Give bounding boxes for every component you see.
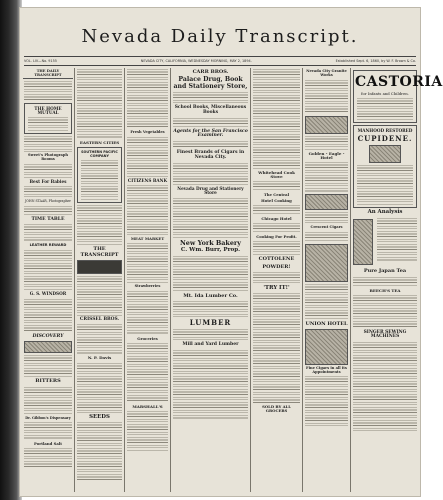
- text-block: [357, 98, 413, 120]
- column-4: [171, 68, 250, 492]
- column-2: [75, 68, 124, 492]
- ad-heading: C. Wm. Burr, Prop.: [180, 247, 241, 254]
- column-1: [22, 68, 74, 492]
- text-block: [127, 185, 168, 235]
- ad-heading: Hotel Cooking: [261, 198, 292, 204]
- ad-heading: School Books, Miscellaneous Books: [174, 105, 247, 115]
- ad-heading: Fresh Vegetables: [130, 130, 165, 134]
- ad-heading: Best For Babies: [29, 178, 67, 184]
- text-block: [253, 293, 300, 403]
- text-block: [173, 329, 248, 341]
- column-3: [125, 68, 170, 492]
- illustration: [305, 194, 348, 210]
- ad-dark-banner: [77, 260, 122, 274]
- text-block: [173, 141, 248, 149]
- masthead-title: Nevada Daily Transcript.: [81, 26, 359, 47]
- ad-heading: Dr. Gibbon's Dispensary: [25, 415, 71, 420]
- text-block: [353, 277, 417, 287]
- ad-heading: Pure Japan Tea: [363, 268, 407, 275]
- text-block: [77, 69, 122, 139]
- column-5: [251, 68, 302, 492]
- ad-heading: Golden - Eagle - Hotel: [308, 150, 345, 160]
- ad-heading: Nevada City Granite Works: [306, 69, 347, 77]
- text-block: [28, 117, 68, 131]
- text-block: [24, 250, 72, 290]
- ad-heading: TIME TABLE: [31, 216, 65, 222]
- text-block: [24, 422, 72, 440]
- ad-heading: SEEDS: [89, 413, 110, 420]
- ad-heading: Fine Cigars in all its Appointments: [306, 365, 347, 374]
- ad-heading: An Analysis: [367, 208, 403, 215]
- ad-heading: The Central: [263, 192, 290, 198]
- ad-heading: Crescent Cigars: [310, 224, 343, 229]
- ad-heading: SOLD BY ALL GROCERS: [262, 404, 291, 414]
- text-block: [173, 301, 248, 317]
- text-block: [253, 241, 300, 255]
- ad-heading: DISCOVERY: [32, 333, 64, 339]
- text-block: [377, 218, 417, 262]
- dateline-date: NEVADA CITY, CALIFORNIA, WEDNESDAY MORNING, MAY 2, 1894.: [140, 59, 252, 63]
- text-block: [127, 291, 168, 335]
- text-block: [77, 422, 122, 482]
- column-7: [351, 68, 443, 492]
- text-block: [81, 160, 118, 200]
- text-block: [24, 186, 72, 198]
- text-block: [253, 205, 300, 215]
- ad-heading: POWDER!: [262, 263, 291, 270]
- text-block: [305, 162, 348, 192]
- ad-castoria: [353, 70, 443, 123]
- figure-illustration: [353, 219, 373, 265]
- dateline-bar: [24, 56, 416, 66]
- ad-subheading: for Infants and Children.: [361, 91, 409, 96]
- ad-heading: SOUTHERN PACIFIC COMPANY: [81, 150, 118, 158]
- text-block: [305, 284, 348, 320]
- ad-heading: CITIZENS BANK: [127, 177, 168, 183]
- ad-heading: N. P. Davis: [87, 355, 112, 361]
- ad-heading: Cooking For Profit.: [256, 234, 297, 240]
- analysis-block: [351, 217, 419, 267]
- ad-heading: Portland Salt: [33, 441, 63, 447]
- ad-heading: THE HOME MUTUAL: [34, 105, 62, 115]
- text-block: [127, 411, 168, 451]
- ad-cupidene: [353, 125, 417, 208]
- ad-home-mutual: [24, 103, 72, 135]
- text-block: [127, 343, 168, 403]
- text-block: [24, 136, 72, 152]
- text-block: [305, 136, 348, 150]
- text-block: [127, 137, 168, 177]
- text-block: [77, 363, 122, 413]
- text-block: [127, 69, 168, 129]
- text-block: [77, 324, 122, 354]
- text-block: [24, 81, 72, 101]
- text-block: [305, 212, 348, 224]
- text-block: [253, 272, 300, 284]
- column-6: [303, 68, 350, 492]
- text-block: [24, 448, 72, 468]
- ad-heading: CASTORIA: [355, 74, 443, 90]
- ad-heading: CUPIDENE.: [357, 134, 413, 144]
- ad-heading: Finest Brands of Cigars in Nevada City.: [176, 150, 245, 160]
- building-illustration: [305, 244, 348, 282]
- ad-heading: 'TRY IT!': [263, 284, 290, 291]
- ad-heading: CRISSEL BROS.: [79, 316, 120, 322]
- ad-heading: G. S. WINDSOR: [29, 291, 67, 297]
- text-block: [253, 223, 300, 233]
- ad-heading: UNION HOTEL: [305, 320, 348, 327]
- ad-heading: BITTERS: [35, 378, 61, 385]
- ad-heading: Palace Drug, Book and Stationery Store,: [173, 76, 248, 90]
- text-block: [173, 350, 248, 420]
- portrait-illustration: [369, 145, 401, 163]
- ad-heading: Nevada Drug and Stationery Store: [177, 185, 244, 196]
- ad-heading: CARR BROS.: [192, 69, 229, 75]
- ad-heading: Chicago Hotel: [261, 216, 292, 222]
- ad-heading: THE TRANSCRIPT: [80, 246, 119, 258]
- monument-illustration: [305, 116, 348, 134]
- text-block: [77, 205, 122, 245]
- text-block: [24, 299, 72, 333]
- text-block: [173, 92, 248, 104]
- text-block: [173, 198, 248, 238]
- ad-heading: BEECH'S TEA: [369, 287, 401, 293]
- illustration: [24, 341, 72, 353]
- ad-heading: New York Bakery: [179, 238, 242, 247]
- binding-shadow: [0, 0, 22, 500]
- column-1-header: THE DAILY TRANSCRIPT: [23, 70, 73, 79]
- text-block: [127, 243, 168, 283]
- ad-heading: EASTERN CITIES: [79, 140, 120, 145]
- text-block: [77, 276, 122, 316]
- hotel-illustration: [305, 329, 348, 365]
- ad-heading: LEATHER REWARD: [29, 243, 67, 248]
- ad-heading: LUMBER: [189, 318, 232, 328]
- text-block: [24, 387, 72, 415]
- text-block: [305, 80, 348, 114]
- ad-heading: Agents for the San Francisco Examiner.: [173, 128, 248, 139]
- text-block: [24, 355, 72, 377]
- dateline-established: Established Sept. 6, 1860, by W. F. Brown & Co.: [335, 59, 416, 63]
- ad-heading: Mill and Yard Lumber: [182, 341, 239, 347]
- text-block: [305, 376, 348, 426]
- newspaper-page: [20, 8, 443, 496]
- ad-heading: Groceries: [137, 335, 158, 341]
- text-block: [253, 69, 300, 169]
- text-block: [253, 181, 300, 191]
- ad-heading: MEAT MARKET: [130, 236, 165, 242]
- text-block: [305, 232, 348, 242]
- text-block: [357, 165, 413, 205]
- ad-heading: Whitehead Cook Stove: [258, 170, 295, 180]
- ad-southern-pacific: [77, 147, 122, 203]
- ad-heading: Mt. Ida Lumber Co.: [183, 293, 238, 300]
- text-block: [353, 295, 417, 329]
- text-block: [24, 206, 72, 216]
- text-block: [353, 342, 417, 432]
- ad-heading: JOHN STAAR, Photographer: [25, 199, 71, 204]
- dateline-volume: VOL. LIV—No. 9155: [24, 59, 57, 63]
- text-block: [173, 118, 248, 128]
- ad-heading: MARSHALL'S: [132, 403, 163, 409]
- ad-heading: COTTOLENE: [258, 256, 295, 263]
- text-block: [24, 164, 72, 178]
- text-block: [173, 256, 248, 292]
- text-block: [173, 163, 248, 185]
- ad-heading: Strawberries: [134, 284, 161, 289]
- ad-heading: MANHOOD RESTORED: [357, 127, 413, 133]
- ad-heading: Sweet's Photograph Rooms: [28, 153, 68, 162]
- text-block: [24, 224, 72, 242]
- ad-heading: SINGER SEWING MACHINES: [363, 329, 407, 340]
